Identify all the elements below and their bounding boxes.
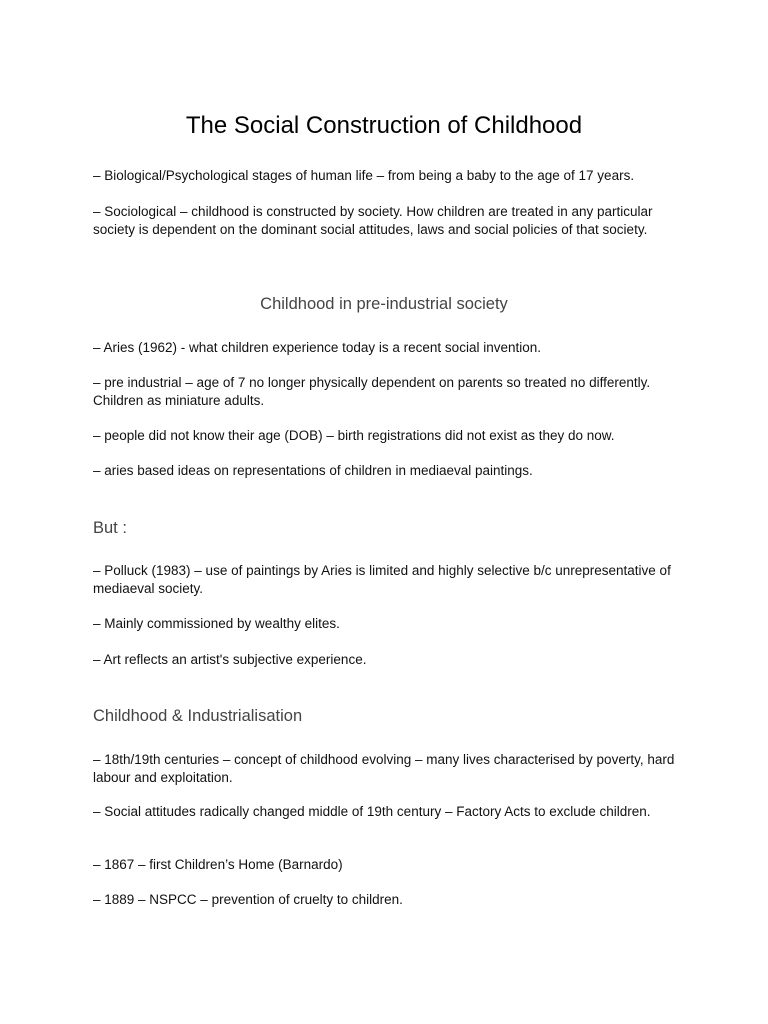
preindustrial-point: – people did not know their age (DOB) – birth registrations did not exist as they do now. [93,428,615,443]
preindustrial-point: – aries based ideas on representations of children in mediaeval paintings. [93,463,533,478]
preindustrial-point: – Aries (1962) - what children experience today is a recent social invention. [93,340,541,355]
but-point: – Art reflects an artist's subjective experience. [93,652,367,667]
section-heading-preindustrial: Childhood in pre-industrial society [260,295,508,313]
intro-point-sociological: – Sociological – childhood is constructed by society. How children are treated in any particular society is dependent on the dominant social attitudes, laws and social policies of that society. [93,204,653,237]
preindustrial-point: – pre industrial – age of 7 no longer physically dependent on parents so treated no differently. Children as miniature adults. [93,375,651,408]
but-point: – Polluck (1983) – use of paintings by Aries is limited and highly selective b/c unrepresentative of mediaeval society. [93,563,671,596]
industrialisation-point: – 18th/19th centuries – concept of childhood evolving – many lives characterised by poverty, hard labour and exploitation. [93,752,675,785]
intro-point-biological: – Biological/Psychological stages of human life – from being a baby to the age of 17 years. [93,168,635,183]
industrialisation-point: – Social attitudes radically changed middle of 19th century – Factory Acts to exclude children. [93,804,651,819]
but-point: – Mainly commissioned by wealthy elites. [93,616,340,631]
section-heading-but: But : [93,519,127,537]
section-heading-industrialisation: Childhood & Industrialisation [93,707,303,725]
industrialisation-point: – 1889 – NSPCC – prevention of cruelty to children. [93,892,403,907]
industrialisation-point: – 1867 – first Children’s Home (Barnardo) [93,857,343,872]
document-title: The Social Construction of Childhood [185,112,583,139]
